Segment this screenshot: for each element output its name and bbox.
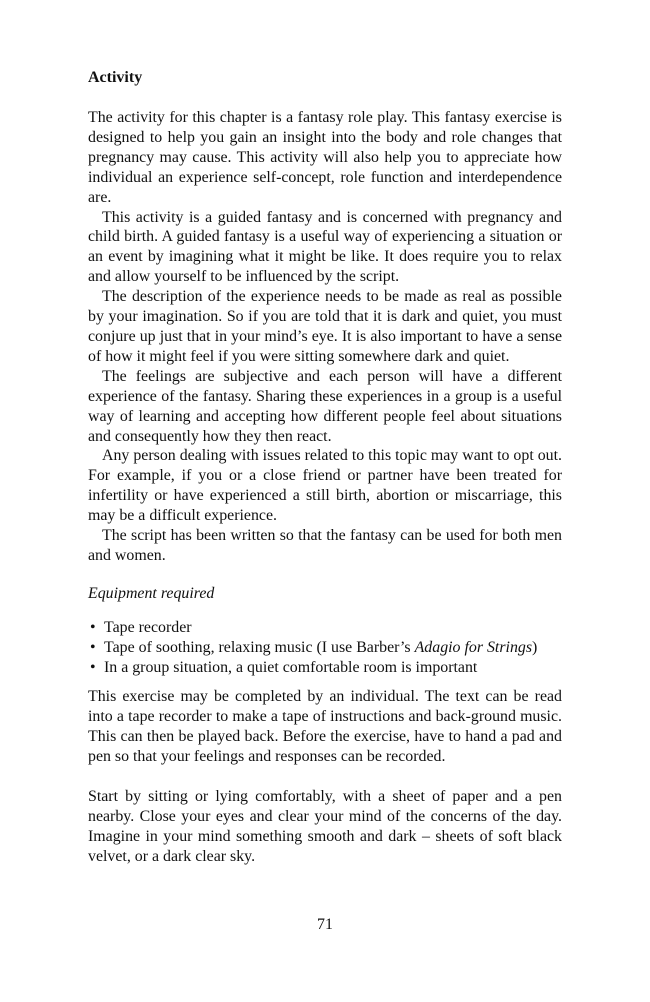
- body-paragraph: Any person dealing with issues related to this topic may want to opt out. For example, if you or a close friend or partner have been treated for infertility or have experienced a still birth, abortion or miscarriage, this may be a difficult experience.: [88, 447, 562, 525]
- list-item-text: In a group situation, a quiet comfortable room is important: [104, 658, 478, 676]
- body-paragraph: The script has been written so that the fantasy can be used for both men and women.: [88, 527, 562, 564]
- list-item: [88, 618, 562, 638]
- equipment-heading: Equipment required: [88, 584, 215, 602]
- section-heading: Activity: [88, 69, 143, 86]
- equipment-list: [88, 618, 562, 678]
- body-paragraph: The description of the experience needs to be made as real as possible by your imagination. So if you are told that it is dark and quiet, you must conjure up just that in your mind’s eye. It is also important to have a sense of how it might feel if you were sitting somewhere dark and quiet.: [88, 288, 562, 365]
- list-item-italic: Adagio for Strings: [414, 638, 533, 656]
- body-paragraph: The activity for this chapter is a fantasy role play. This fantasy exercise is designed to help you gain an insight into the body and role changes that pregnancy may cause. This activity will also help you to appreciate how individual an experience self-concept, role function and interdependence are.: [88, 109, 562, 206]
- body-paragraph: Start by sitting or lying comfortably, with a sheet of paper and a pen nearby. Close your eyes and clear your mind of the concerns of the day. Imagine in your mind something smooth and dark – sheets of soft black velvet, or a dark clear sky.: [88, 788, 562, 865]
- list-item-text: Tape recorder: [104, 618, 192, 636]
- list-item-text: Tape of soothing, relaxing music (I use Barber’s: [104, 638, 415, 656]
- body-paragraph: This activity is a guided fantasy and is concerned with pregnancy and child birth. A guided fantasy is a useful way of experiencing a situation or an event by imagining what it might be like. It does require you to relax and allow yourself to be influenced by the script.: [88, 208, 562, 286]
- body-paragraph: This exercise may be completed by an individual. The text can be read into a tape recorder to make a tape of instructions and back-ground music. This can then be played back. Before the exercise, have to hand a pad and pen so that your feelings and responses can be recorded.: [88, 688, 562, 766]
- list-item: [88, 638, 562, 658]
- list-item: [88, 658, 562, 678]
- list-item-suffix: ): [532, 638, 538, 656]
- body-paragraph: The feelings are subjective and each person will have a different experience of the fantasy. Sharing these experiences in a group is a useful way of learning and accepting how different people feel about situations and consequently how they then react.: [88, 367, 562, 445]
- page-number: 71: [317, 916, 333, 933]
- page-body: [88, 68, 562, 867]
